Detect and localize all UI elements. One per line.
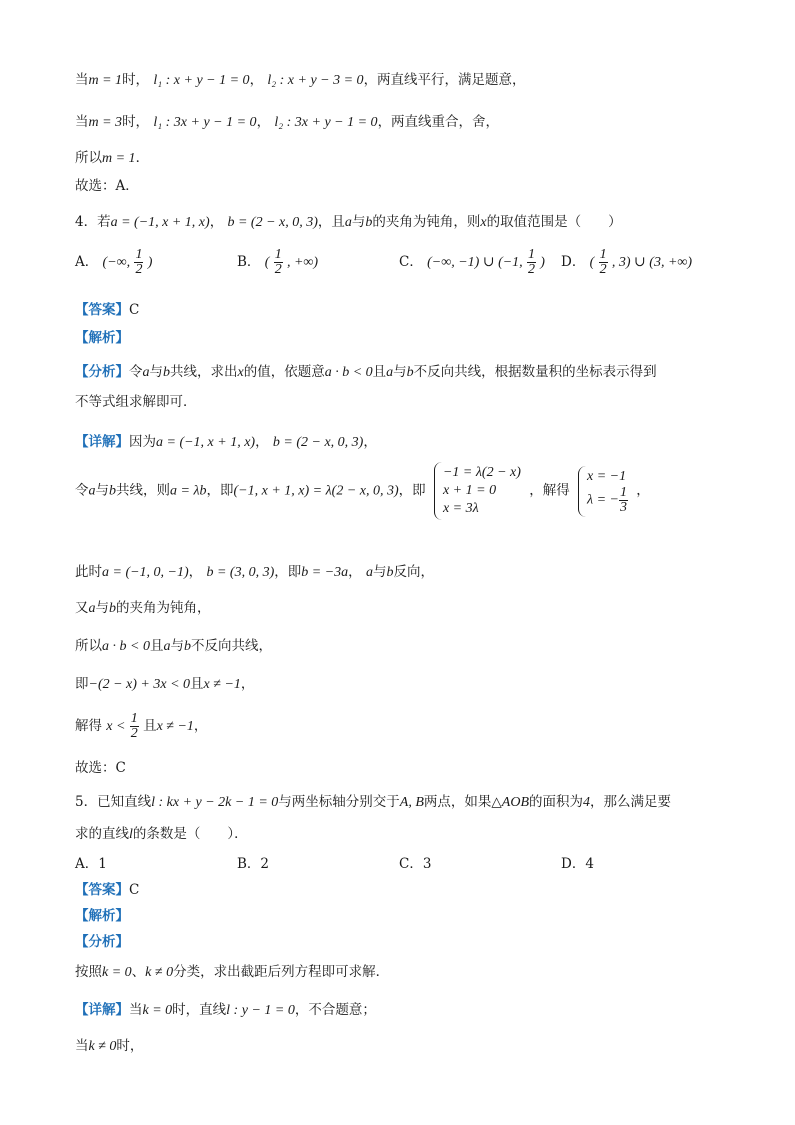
fraction [130, 712, 139, 741]
text: 、 [131, 964, 146, 980]
option-label: D． [561, 254, 586, 270]
numerator: 1 [274, 247, 282, 262]
math: A, B [399, 795, 424, 810]
text: 与 [372, 564, 387, 580]
text: 当 [129, 1002, 143, 1018]
option-c [399, 248, 545, 277]
math: a = λb [170, 483, 207, 499]
math: ) [540, 255, 545, 270]
xiangjie-line [75, 432, 377, 453]
math: b [183, 639, 191, 654]
text: 的取值范围是（ ） [486, 214, 622, 230]
answer-line [75, 300, 139, 320]
math: a [163, 639, 171, 654]
text: 4．若 [75, 214, 111, 230]
option-d: D．4 [561, 856, 594, 872]
math: l₁ : 3x + y − 1 = 0 [153, 115, 257, 130]
math: k = 0 [142, 1003, 173, 1018]
numerator: 1 [135, 247, 143, 262]
fraction [527, 248, 536, 277]
text: ， [188, 564, 203, 580]
math: (−∞, −1) ∪ (−1, [427, 255, 523, 270]
math: b [406, 365, 414, 380]
text: 共线，则 [116, 482, 170, 499]
text: 的面积为 [529, 794, 584, 810]
text: 且 [372, 364, 387, 380]
analysis-line [75, 328, 129, 348]
math: x ≠ −1 [203, 677, 241, 692]
text: ，两直线平行，满足题意， [363, 72, 526, 88]
math: a · b < 0 [324, 365, 373, 380]
math: a [386, 365, 394, 380]
text: ， [193, 718, 208, 734]
text: 与 [95, 482, 109, 499]
math: , +∞) [286, 255, 319, 270]
option-c: C．3 [399, 856, 432, 872]
text-line: 故选：C [75, 760, 126, 776]
text: 与 [95, 600, 109, 616]
equation: λ = − [587, 492, 619, 508]
text: 共线，求出 [170, 364, 238, 380]
text: ，且 [317, 214, 345, 230]
text: ，两直线重合，舍， [377, 114, 500, 130]
math: ( [589, 255, 595, 270]
option-b: B．2 [237, 856, 270, 872]
math: l₂ : x + y − 3 = 0 [267, 73, 364, 88]
analysis-tag: 【解析】 [75, 908, 129, 924]
option-label: C． [399, 254, 423, 270]
math: l₁ : x + y − 1 = 0 [153, 73, 250, 88]
text: 即 [75, 676, 89, 692]
text: 与两坐标轴分别交于 [278, 794, 400, 810]
text-line [75, 148, 149, 169]
text: 因为 [129, 434, 156, 450]
denominator: 2 [527, 262, 535, 277]
text: ，不合题意； [294, 1002, 376, 1018]
text: ， [255, 434, 269, 450]
denominator: 2 [599, 262, 607, 277]
text: ， [348, 564, 362, 580]
text: ． [135, 150, 150, 166]
xiangjie-tag: 【详解】 [75, 1002, 129, 1018]
math: b = (2 − x, 0, 3) [227, 215, 318, 230]
denominator: 3 [619, 499, 627, 515]
text: 按照 [75, 964, 102, 980]
fraction [619, 486, 628, 515]
fraction [134, 248, 143, 277]
math: b [386, 565, 394, 580]
text: 所以 [75, 638, 102, 654]
question-5-stem [75, 792, 671, 813]
fenxi-line [75, 932, 129, 952]
math: m = 1 [102, 151, 136, 166]
math: k ≠ 0 [145, 965, 174, 980]
option-a [75, 248, 152, 277]
text-line [75, 112, 499, 133]
text-line: 不等式组求解即可． [75, 394, 197, 410]
math: b [109, 483, 116, 499]
text: 又 [75, 600, 89, 616]
math: AOB [501, 795, 530, 810]
math: (−∞, [102, 255, 131, 270]
math: k ≠ 0 [88, 1039, 117, 1054]
text: ，即 [274, 564, 302, 580]
math: a = (−1, x + 1, x) [156, 435, 256, 450]
text: 反向， [393, 564, 434, 580]
text: 令 [129, 364, 143, 380]
text: 当 [75, 72, 89, 88]
ji-line [75, 674, 254, 695]
math: l : y − 1 = 0 [226, 1003, 295, 1018]
fraction [599, 248, 608, 277]
math: b = (2 − x, 0, 3) [272, 435, 364, 450]
denominator: 2 [274, 262, 282, 277]
math: m = 3 [88, 115, 123, 130]
equation: x = 3λ [442, 501, 479, 516]
text: 与 [393, 364, 407, 380]
text-line [75, 824, 248, 845]
text: 的值，依题意 [243, 364, 325, 380]
fenxi-tag: 【分析】 [75, 364, 129, 380]
math: a [88, 601, 96, 616]
text: 当 [75, 1038, 89, 1054]
text: ， [209, 214, 224, 230]
numerator: 1 [619, 484, 627, 500]
math: 4 [583, 795, 591, 810]
option-a: A．1 [75, 856, 107, 872]
jiede-line [75, 712, 207, 741]
anzhao-line [75, 962, 389, 983]
text: 解得 [75, 718, 102, 734]
math: x [237, 365, 244, 380]
math: a [142, 365, 150, 380]
math: b = −3a [301, 565, 349, 580]
math: b [365, 215, 373, 230]
text: ， [636, 482, 650, 499]
answer-value: C [129, 302, 140, 318]
math: k = 0 [102, 965, 132, 980]
text: ，那么满足要 [590, 794, 672, 810]
denominator: 2 [130, 726, 138, 741]
equation-system [434, 462, 521, 520]
answer-value: C [129, 882, 140, 898]
answer-line [75, 880, 139, 900]
question-4-stem [75, 212, 622, 233]
math: x < [106, 719, 126, 734]
text: 此时 [75, 564, 102, 580]
equation: x + 1 = 0 [442, 483, 497, 498]
option-d [561, 248, 692, 277]
text: 与 [351, 214, 366, 230]
text: 的夹角为钝角，则 [372, 214, 481, 230]
math: a = (−1, x + 1, x) [110, 215, 210, 230]
equation: x = −1 [587, 468, 627, 484]
text: 与 [170, 638, 184, 654]
text: 的夹角为钝角， [116, 600, 211, 616]
answer-tag: 【答案】 [75, 882, 129, 898]
text: ， [240, 676, 255, 692]
text: 且 [143, 718, 157, 734]
text: 当 [75, 114, 89, 130]
fraction [274, 248, 283, 277]
fenxi-line [75, 362, 657, 383]
text: 不反向共线， [190, 638, 272, 654]
you-line [75, 598, 211, 619]
text-line [75, 1036, 143, 1057]
analysis-tag: 【解析】 [75, 330, 129, 346]
math: ( [264, 255, 270, 270]
option-label: A． [75, 254, 99, 270]
math: , 3) ∪ (3, +∞) [611, 255, 693, 270]
text: 分类，求出截距后列方程即可求解． [173, 964, 390, 980]
math: (−1, x + 1, x) = λ(2 − x, 0, 3) [233, 483, 399, 499]
math: b = (3, 0, 3) [206, 565, 275, 580]
text: 时， [122, 72, 150, 88]
numerator: 1 [130, 711, 138, 726]
math: a · b < 0 [102, 639, 150, 654]
math: −(2 − x) + 3x < 0 [88, 677, 191, 692]
numerator: 1 [527, 247, 535, 262]
math: m = 1 [88, 73, 123, 88]
math: x [480, 215, 487, 230]
math: ) [147, 255, 153, 270]
math: l₂ : 3x + y − 1 = 0 [274, 115, 378, 130]
text: 时， [122, 114, 150, 130]
text: 不反向共线，根据数量积的坐标表示得到 [413, 364, 657, 380]
denominator: 2 [135, 262, 143, 277]
text: 所以 [75, 150, 102, 166]
text: 与 [149, 364, 163, 380]
math: l [129, 827, 133, 842]
text: 5．已知直线 [75, 794, 152, 810]
math: b [163, 365, 170, 380]
math: a [344, 215, 352, 230]
math: b [109, 601, 116, 616]
fenxi-tag: 【分析】 [75, 934, 129, 950]
suoyi-line [75, 636, 272, 657]
text: 且 [149, 638, 164, 654]
text: ， [249, 72, 264, 88]
xiangjie-tag: 【详解】 [75, 434, 129, 450]
text: 求的直线 [75, 826, 129, 842]
text: ，即 [398, 482, 426, 499]
xiangjie-line [75, 1000, 376, 1021]
text: ， [256, 114, 271, 130]
option-b [237, 248, 318, 277]
equation: −1 = λ(2 − x) [442, 465, 521, 480]
text: ，解得 [529, 482, 570, 499]
text-line: 故选：A． [75, 178, 139, 194]
text: 且 [190, 676, 204, 692]
math: a [365, 565, 373, 580]
text: 令 [75, 482, 89, 499]
math: x ≠ −1 [156, 719, 194, 734]
collinear-line [75, 462, 650, 520]
text: ，即 [206, 482, 234, 499]
option-label: B． [237, 254, 261, 270]
text: 时，直线 [172, 1002, 227, 1018]
answer-tag: 【答案】 [75, 302, 129, 318]
text: 的条数是（ ）． [132, 826, 248, 842]
math: a = (−1, 0, −1) [102, 565, 189, 580]
math: a [88, 483, 96, 499]
analysis-line [75, 906, 129, 926]
solution-system [578, 466, 628, 517]
numerator: 1 [599, 247, 607, 262]
cishi-line [75, 562, 434, 583]
text: 两点，如果△ [423, 794, 502, 810]
math: l : kx + y − 2k − 1 = 0 [151, 795, 279, 810]
text-line [75, 70, 526, 91]
text: 时， [116, 1038, 144, 1054]
text: ， [363, 434, 377, 450]
